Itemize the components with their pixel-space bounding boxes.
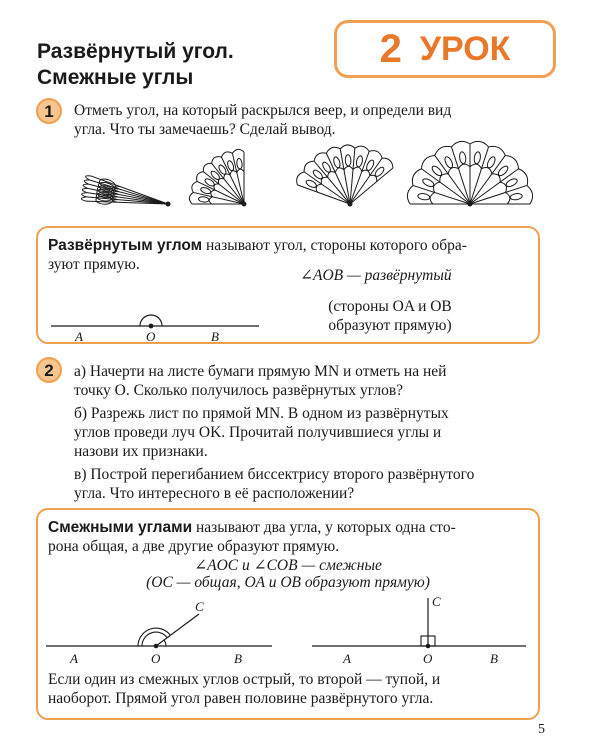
fig1-arc-cob [164, 640, 166, 646]
adjacent-note: (OC — общая, OA и OB образуют прямую) [146, 574, 430, 591]
task-2c-line1: в) Построй перегибанием биссектрису второго развёрнутого [74, 466, 475, 483]
task-1-line2: угла. Что ты замечаешь? Сделай вывод. [74, 121, 336, 138]
fig1-label-b: B [234, 651, 242, 666]
page-title-line2: Смежные углы [37, 66, 194, 89]
straight-angle-note-line2: образуют прямую) [328, 317, 452, 334]
fig1-label-c: C [195, 599, 204, 614]
fig2-vertex-o [426, 644, 431, 649]
label-o: O [146, 329, 156, 342]
fig1-ray-oc [156, 614, 199, 646]
task-2a-line2: точку O. Сколько получилось развёрнутых углов? [74, 382, 404, 399]
straight-angle-name: ∠AOB — развёрнутый [300, 267, 452, 284]
fan-3 [297, 145, 393, 206]
fig1-label-a: A [70, 651, 78, 666]
task-2b-line1: б) Разрежь лист по прямой MN. В одном из развёрнутых [74, 405, 449, 422]
label-a: A [75, 329, 83, 342]
fig2-label-b: B [490, 651, 498, 666]
straight-angle-figure [45, 300, 275, 342]
definition-2-text: называют два угла, у которых одна сто- [192, 519, 456, 536]
fig1-vertex-o [154, 644, 159, 649]
adjacent-figure-acute [46, 599, 272, 666]
fig2-label-o: O [423, 651, 433, 666]
fig2-label-c: C [432, 594, 441, 609]
task-2b-line2: углов проведи луч OK. Прочитай получившиеся углы и [74, 424, 442, 441]
definition-1-line2: зуют прямую. [48, 256, 140, 273]
lesson-number: 2 [379, 26, 402, 71]
task-2a-line1: а) Начерти на листе бумаги прямую MN и отметь на ней [74, 363, 447, 380]
straight-angle-note-line1: (стороны OA и OB [328, 298, 452, 315]
definition-2-line1 [48, 518, 456, 537]
fig1-arc-aoc-inner [142, 632, 167, 646]
task-2c-line2: угла. Что интересного в её расположении? [74, 485, 355, 502]
definition-1-term: Развёрнутым углом [48, 237, 203, 254]
task-1-badge: 1 [36, 98, 62, 124]
fan-1 [81, 176, 170, 206]
lesson-badge [334, 20, 556, 78]
label-b: B [211, 329, 219, 342]
page-title-line1: Развёрнутый угол. [37, 40, 234, 63]
conclusion-line1: Если один из смежных углов острый, то второй — тупой, и [48, 671, 441, 688]
adjacent-figure-right [312, 594, 526, 666]
conclusion-line2: наоборот. Прямой угол равен половине развёрнутого угла. [48, 690, 434, 707]
fan-4 [407, 141, 532, 206]
page-number: 5 [538, 722, 545, 737]
task-1-line1: Отметь угол, на который раскрылся веер, и определи вид [74, 102, 452, 119]
fans-illustration [60, 140, 560, 220]
fig1-label-o: O [151, 651, 161, 666]
task-2-badge: 2 [36, 357, 62, 383]
definition-2-term: Смежными углами [48, 519, 193, 536]
adjacent-formula: ∠AOC и ∠COB — смежные [194, 557, 382, 574]
lesson-word: УРОК [419, 29, 511, 68]
definition-1-line1 [48, 236, 467, 255]
definition-2-line2: рона общая, а две другие образуют прямую. [48, 538, 340, 555]
adjacent-angles-figures [40, 594, 540, 670]
fan-2 [189, 149, 246, 206]
definition-1-text: называют угол, стороны которого обра- [202, 237, 467, 254]
fig2-label-a: A [343, 651, 351, 666]
vertex-o-point [149, 324, 154, 329]
task-2b-line3: назови их признаки. [74, 443, 208, 460]
